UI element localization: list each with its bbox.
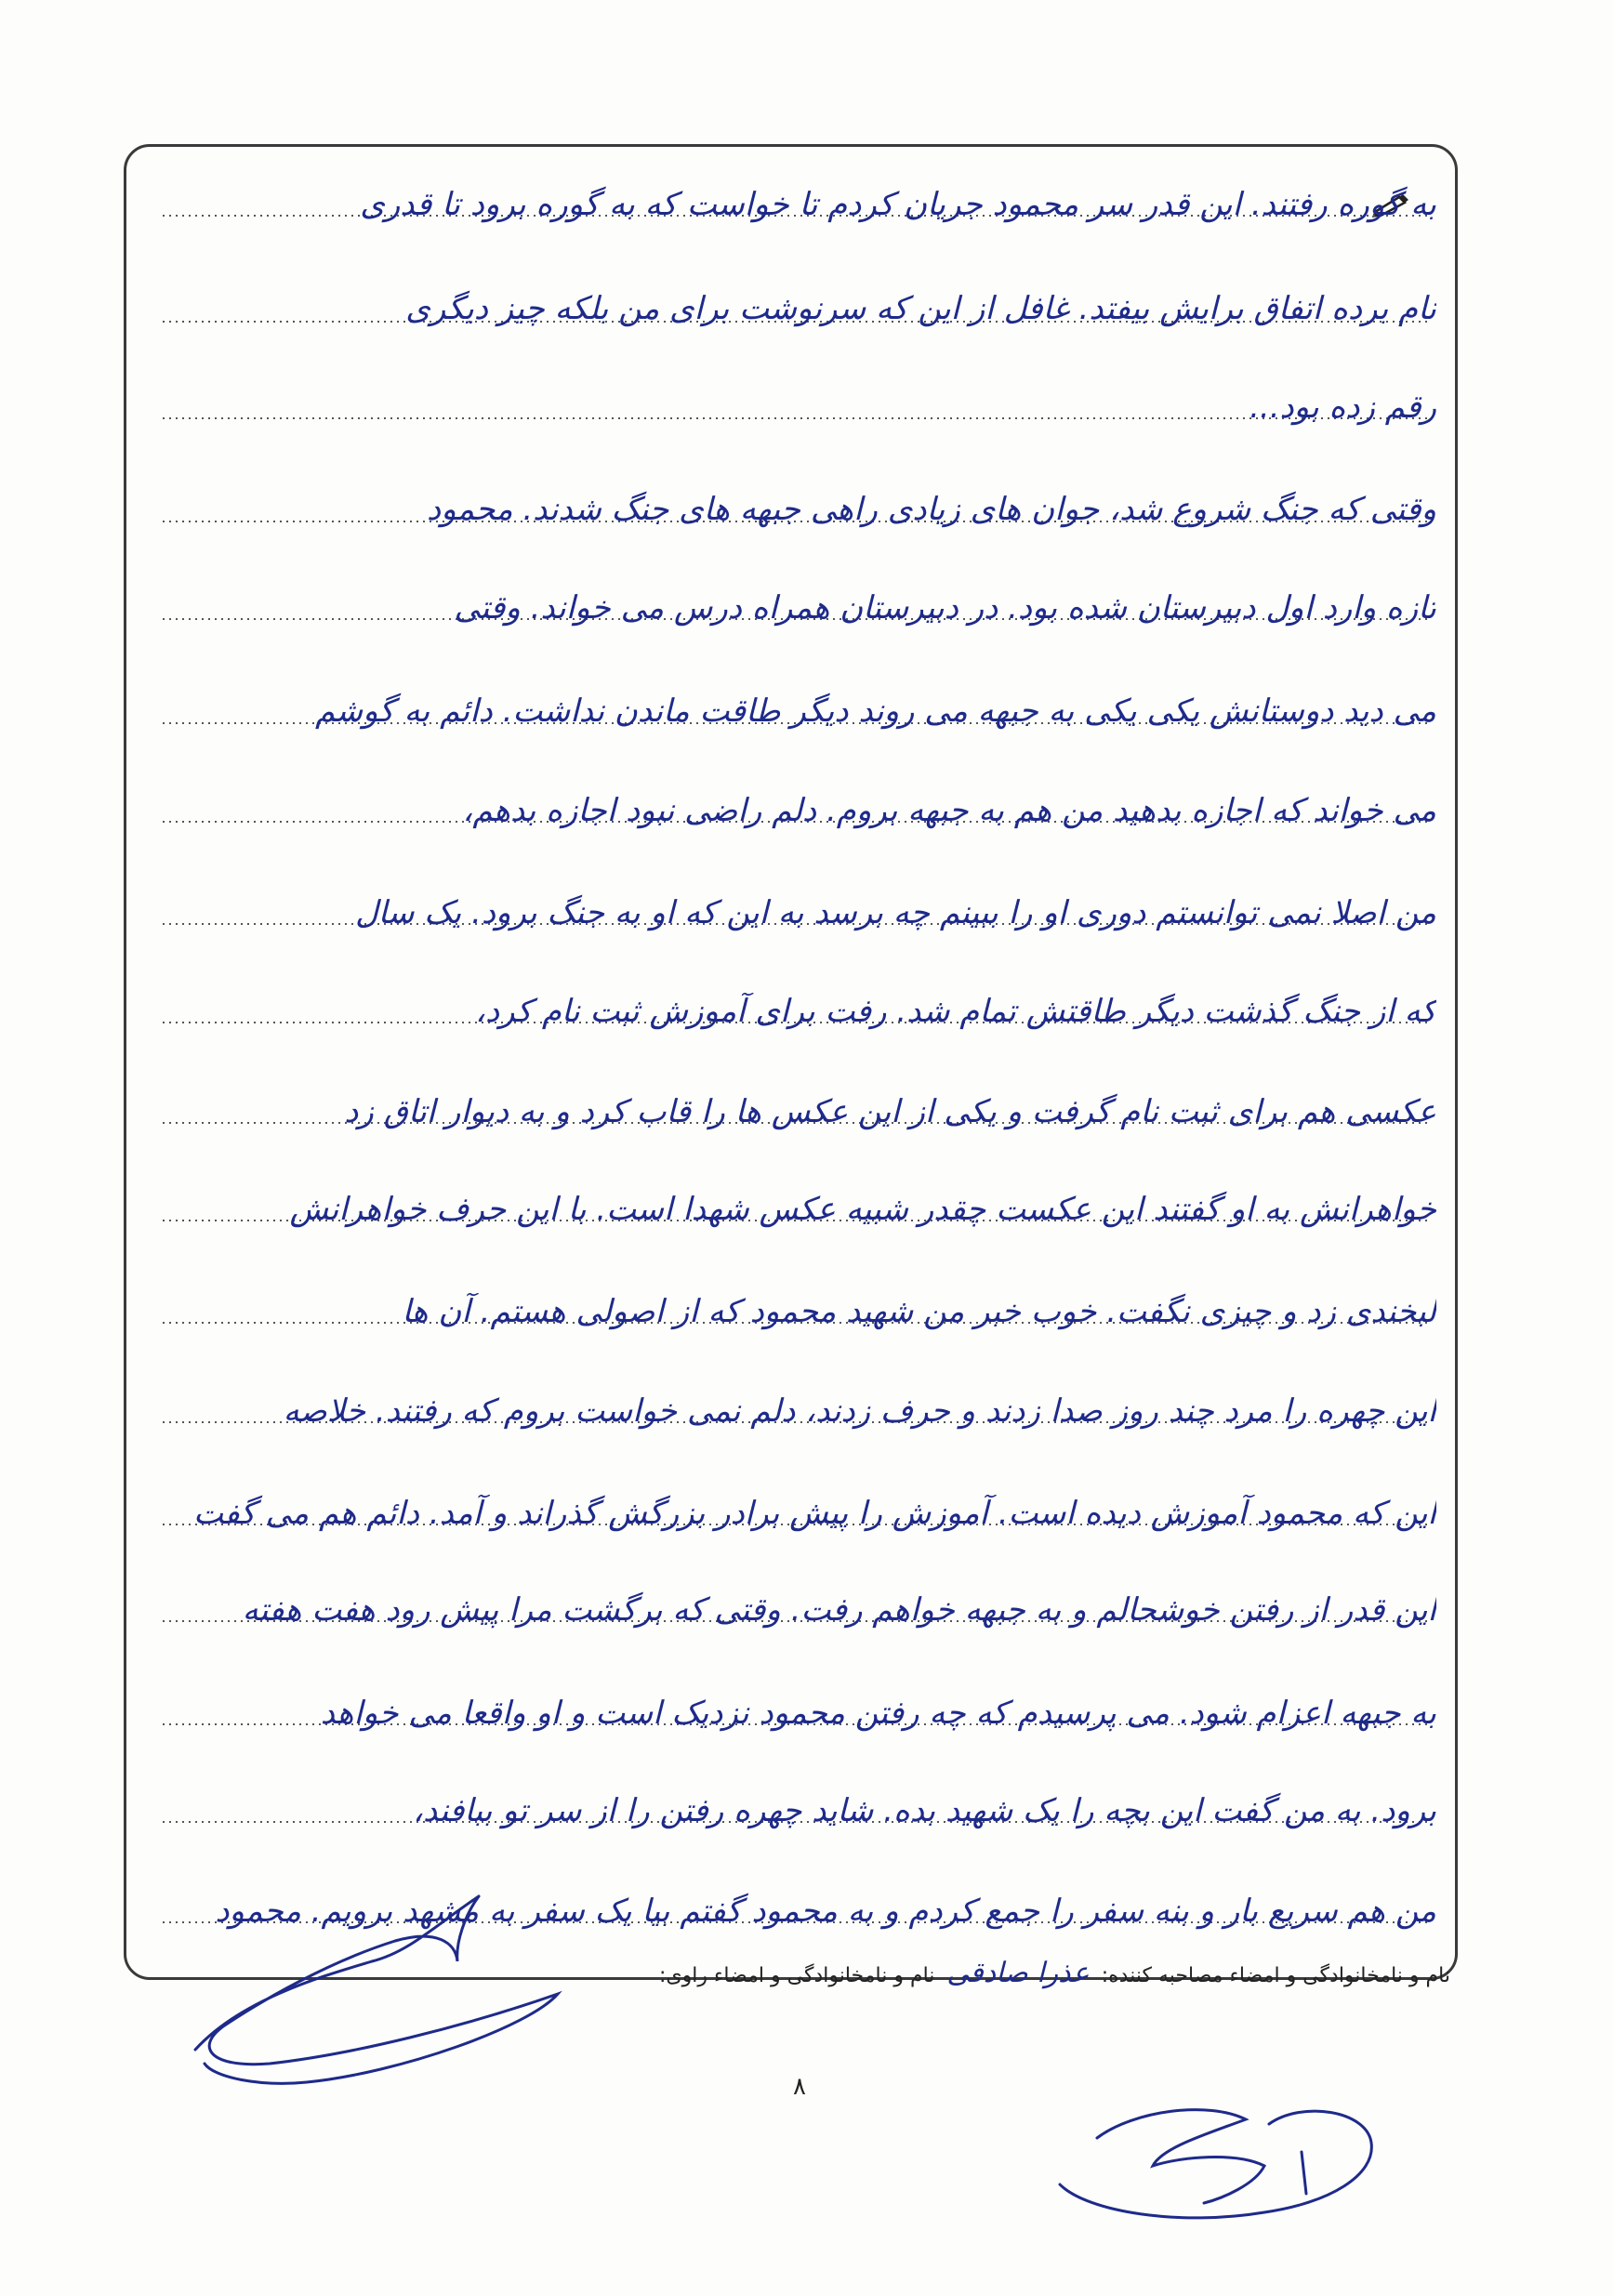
narrator-signature [158, 1887, 586, 2091]
handwritten-line: من اصلا نمی توانستم دوری او را ببینم چه برسد به این که او به جنگ برود. یک سال [354, 894, 1436, 931]
page-number: ۸ [793, 2073, 806, 2101]
handwritten-line: این چهره را مرد چند روز صدا زدند و حرف زدند، دلم نمی خواست بروم که رفتند. خلاصه [283, 1392, 1436, 1430]
handwritten-line: وقتی که جنگ شروع شد، جوان های زیادی راهی جبهه های جنگ شدند. محمود [427, 491, 1436, 528]
handwritten-line: نام برده اتفاق برایش بیفتد. غافل از این که سرنوشت برای من بلکه چیز دیگری [405, 290, 1436, 327]
handwritten-line: می دید دوستانش یکی یکی به جبهه می روند دیگر طاقت ماندن نداشت. دائم به گوشم [314, 693, 1436, 730]
handwritten-line: این قدر از رفتن خوشحالم و به جبهه خواهم رفت. وقتی که برگشت مرا پیش رود هفت هفته [242, 1591, 1436, 1629]
interviewer-name: عذرا صادقی [946, 1957, 1090, 1989]
handwritten-line: من هم سریع بار و بنه سفر را جمع کردم و به محمود گفتم بیا یک سفر به مشهد برویم. محمود [215, 1893, 1436, 1930]
interviewer-signature [1023, 2064, 1395, 2231]
handwritten-line: برود. به من گفت این بچه را یک شهید بده. شاید چهره رفتن را از سر تو ببافند، [413, 1792, 1436, 1829]
interviewer-label: نام و نامخانوادگی و امضاء مصاحبه کننده: [1101, 1964, 1450, 1987]
handwritten-line: تازه وارد اول دبیرستان شده بود. در دبیرستان همراه درس می خواند. وقتی [454, 589, 1436, 627]
handwritten-line: خواهرانش به او گفتند این عکست چقدر شبیه عکس شهدا است. با این حرف خواهرانش [289, 1191, 1436, 1228]
handwritten-line: به گوره رفتند. این قدر سر محمود جریان کردم تا خواست که به گوره برود تا قدری [360, 186, 1436, 223]
handwritten-line: می خواند که اجازه بدهید من هم به جبهه بروم. دلم راضی نبود اجازه بدهم، [462, 792, 1436, 829]
handwritten-line: عکسی هم برای ثبت نام گرفت و یکی از این عکس ها را قاب کرد و به دیوار اتاق زد [344, 1093, 1436, 1130]
narrator-label: نام و نامخانوادگی و امضاء راوی: [659, 1964, 935, 1987]
handwritten-line: این که محمود آموزش دیده است. آموزش را پیش برادر بزرگش گذراند و آمد. دائم هم می گفت [193, 1495, 1436, 1532]
handwritten-line: رقم زده بود... [1249, 389, 1436, 426]
handwritten-line: که از جنگ گذشت دیگر طاقتش تمام شد. رفت برای آموزش ثبت نام کرد، [474, 993, 1436, 1030]
handwritten-line: لبخندی زد و چیزی نگفت. خوب خبر من شهید محمود که از اصولی هستم. آن ها [402, 1293, 1436, 1330]
handwritten-line: به جبهه اعزام شود. می پرسیدم که چه رفتن محمود نزدیک است و او واقعا می خواهد [320, 1695, 1436, 1732]
